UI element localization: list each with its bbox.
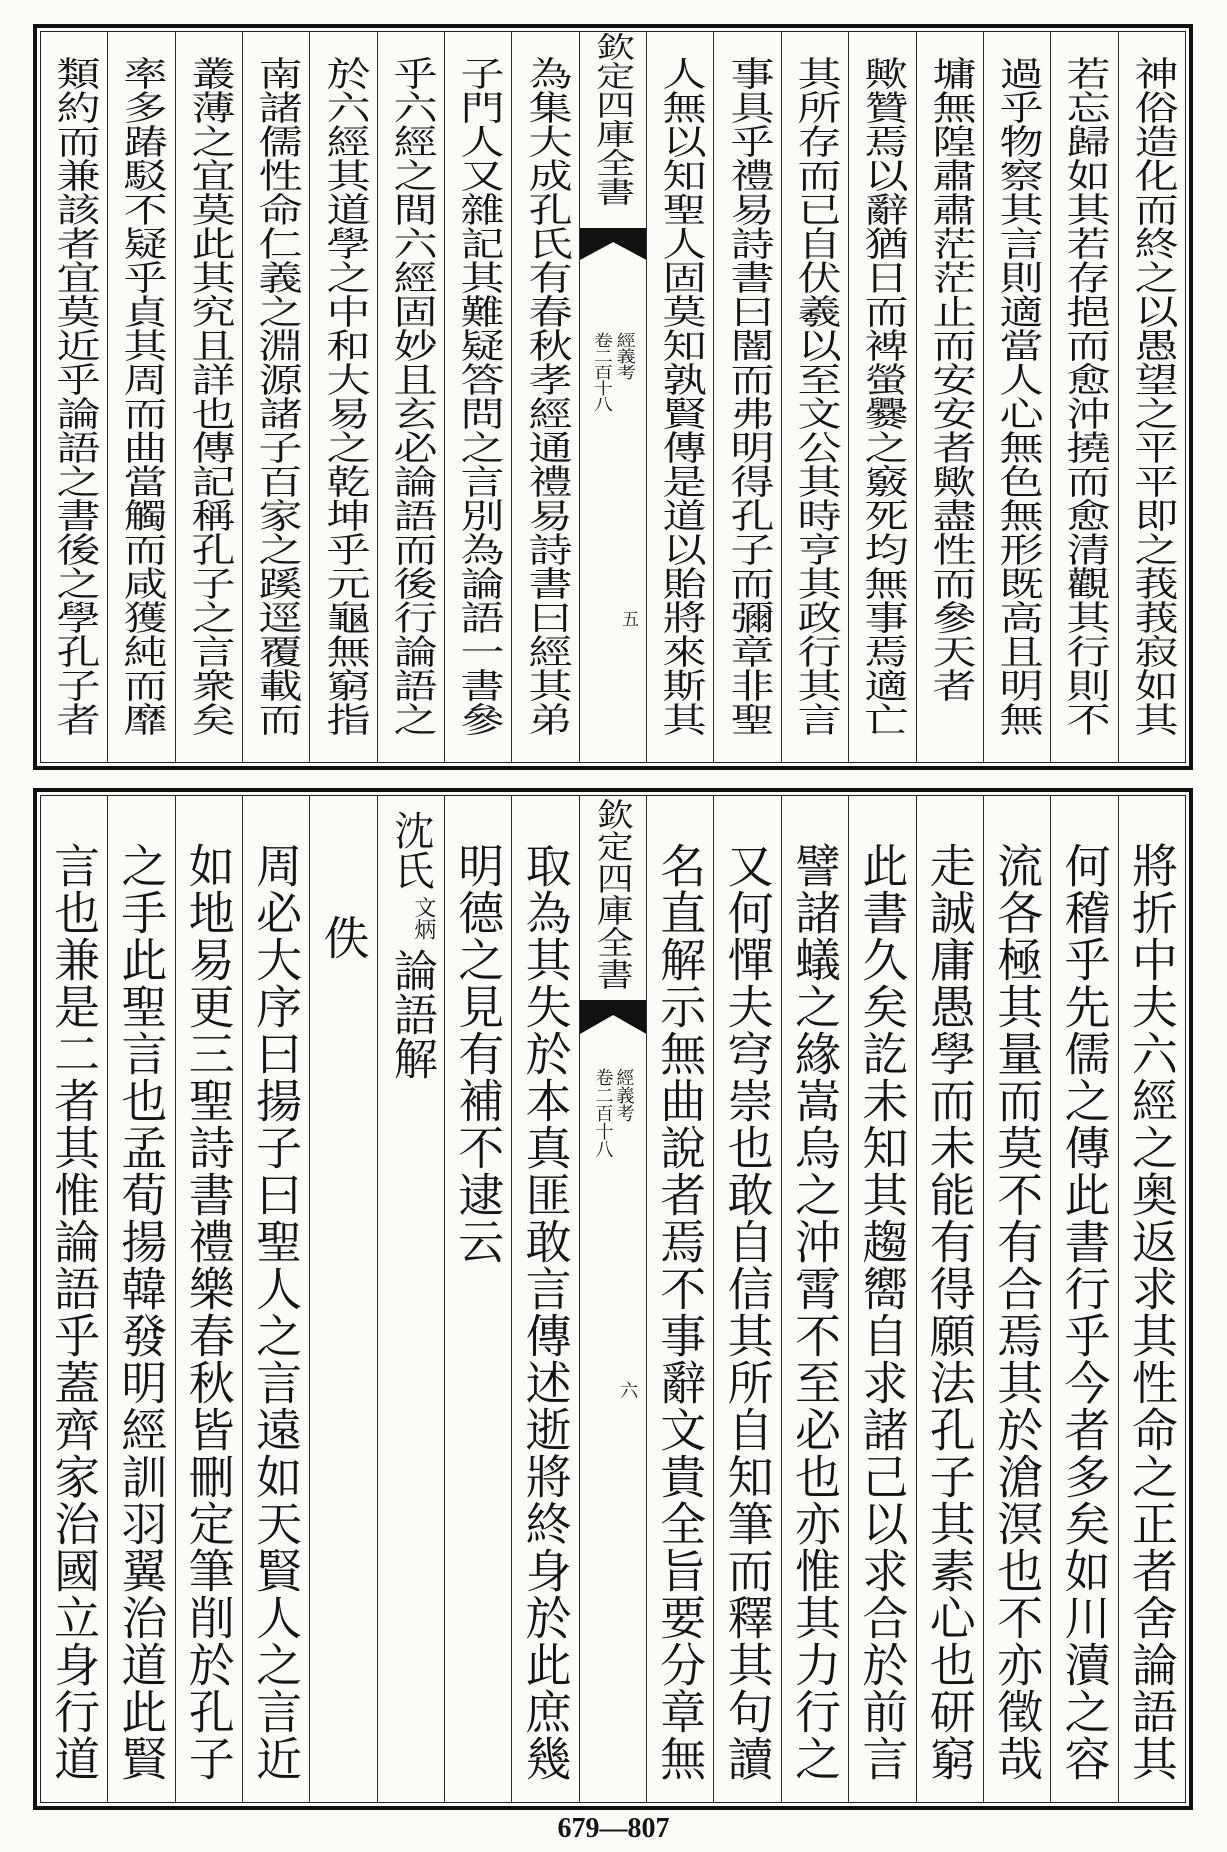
collection-title: 欽定四庫全書 <box>590 32 637 206</box>
column-text: 人無以知聖人固莫知孰賢傳是道以貽將來斯其 <box>654 56 707 736</box>
text-column <box>983 796 1050 1802</box>
text-column <box>242 796 309 1802</box>
fishtail-ornament-icon <box>580 1000 646 1034</box>
upper-spread <box>33 24 1193 770</box>
text-column <box>511 32 578 762</box>
text-column <box>983 32 1050 762</box>
text-column <box>175 796 242 1802</box>
column-text: 若忘歸如其若存挹而愈沖撓而愈清觀其行則不 <box>1058 56 1111 736</box>
text-column <box>175 32 242 762</box>
column-text: 流各極其量而莫不有合焉其於滄溟也不亦徵哉 <box>990 842 1045 1782</box>
column-text: 於六經其道學之中和大易之乾坤乎元龜無窮指 <box>317 56 370 736</box>
juan-number: 卷二百十八 <box>592 1068 614 1158</box>
column-text: 歟贊焉以辭猶日而裨螢爨之竅死均無事焉適亡 <box>856 56 909 736</box>
center-banner <box>579 796 646 1802</box>
text-column <box>713 796 780 1802</box>
text-column <box>1118 32 1185 762</box>
text-column <box>444 796 511 1802</box>
column-text: 如地易更三聖詩書禮樂春秋皆刪定筆削於孔子 <box>181 842 236 1782</box>
entry-author: 沈氏 <box>387 810 434 890</box>
book-title: 經義考 <box>613 332 637 380</box>
leaf-number: 五 <box>618 610 639 627</box>
column-text: 取為其失於本真匪敢言傳述逝將終身於此庶幾 <box>518 842 573 1782</box>
text-column <box>511 796 578 1802</box>
column-text: 言也兼是二者其惟論語乎蓋齊家治國立身行道 <box>47 842 102 1782</box>
leaf-number: 六 <box>617 1381 639 1399</box>
column-text: 走誠庸愚學而未能有得願法孔子其素心也研窮 <box>922 842 977 1782</box>
entry-status-column <box>309 796 376 1802</box>
column-text: 名直解示無曲說者焉不事辭文貴全旨要分章無 <box>653 842 708 1782</box>
column-text: 子門人又雜記其難疑答問之言別為論語一書參 <box>452 56 505 736</box>
entry-work-title: 論語解 <box>385 948 437 1080</box>
text-column <box>444 32 511 762</box>
text-column <box>1118 796 1185 1802</box>
entry-status: 佚 <box>316 914 371 961</box>
text-column <box>1050 32 1117 762</box>
lower-spread-frame <box>40 795 1186 1803</box>
text-column <box>781 796 848 1802</box>
column-text: 乎六經之間六經固妙且玄必論語而後行論語之 <box>384 56 437 736</box>
text-column <box>916 796 983 1802</box>
column-text: 率多踳駁不疑乎貞其周而曲當觸而咸獲純而靡 <box>115 56 168 736</box>
column-text: 譬諸蟻之緣嵩烏之沖霄不至必也亦惟其力行之 <box>788 842 843 1782</box>
column-text: 又何憚夫穹崇也敢自信其所自知筆而釋其句讀 <box>720 842 775 1782</box>
column-text: 將折中夫六經之奥返求其性命之正者舍論語其 <box>1124 842 1179 1782</box>
entry-heading-column <box>377 796 444 1802</box>
fishtail-ornament-icon <box>580 228 646 260</box>
text-column <box>41 796 107 1802</box>
text-column <box>781 32 848 762</box>
column-text: 神俗造化而終之以愚望之平平即之莪莪寂如其 <box>1125 56 1178 736</box>
banner-book-info <box>592 1068 635 1158</box>
page-number: 679—807 <box>557 1813 670 1844</box>
book-title: 經義考 <box>613 1068 635 1122</box>
entry-author-name-note: 文炳 <box>410 896 436 940</box>
banner-book-info <box>590 332 637 412</box>
text-column <box>377 32 444 762</box>
column-text: 為集大成孔氏有春秋孝經通禮易詩書曰經其弟 <box>519 56 572 736</box>
text-column <box>107 796 174 1802</box>
text-column <box>848 32 915 762</box>
column-text: 其所存而已自伏羲以至文公其時亨其政行其言 <box>789 56 842 736</box>
text-column <box>309 32 376 762</box>
text-column <box>646 32 713 762</box>
text-column <box>107 32 174 762</box>
column-text: 周必大序曰揚子曰聖人之言遠如天賢人之言近 <box>249 842 304 1782</box>
column-text: 明德之見有補不逮云 <box>451 842 506 1265</box>
column-text: 之手此聖言也孟荀揚韓發明經訓羽翼治道此賢 <box>114 842 169 1782</box>
text-column <box>1050 796 1117 1802</box>
column-text: 何稽乎先儒之傳此書行乎今者多矣如川瀆之容 <box>1057 842 1112 1782</box>
column-text: 此書久矣訖未知其趨嚮自求諸己以求合於前言 <box>855 842 910 1782</box>
lower-spread <box>33 788 1193 1810</box>
text-column <box>916 32 983 762</box>
collection-title: 欽定四庫全書 <box>591 798 635 990</box>
upper-spread-frame <box>40 31 1186 763</box>
center-banner <box>579 32 646 762</box>
text-column <box>646 796 713 1802</box>
column-text: 墉無隍肅肅茫茫止而安安者歟盡性而參天者 <box>923 56 976 702</box>
column-text: 事具乎禮易詩書曰闇而弗明得孔子而彌章非聖 <box>721 56 774 736</box>
column-text: 叢薄之宜莫此其究且詳也傳記稱孔子之言衆矣 <box>182 56 235 736</box>
text-column <box>848 796 915 1802</box>
text-column <box>41 32 107 762</box>
text-column <box>713 32 780 762</box>
column-text: 類約而兼該者宜莫近乎論語之書後之學孔子者 <box>48 56 101 736</box>
column-text: 南諸儒性命仁義之淵源諸子百家之蹊逕覆載而 <box>250 56 303 736</box>
text-column <box>242 32 309 762</box>
column-text: 過乎物察其言則適當人心無色無形既高且明無 <box>991 56 1044 736</box>
juan-number: 卷二百十八 <box>590 332 614 412</box>
